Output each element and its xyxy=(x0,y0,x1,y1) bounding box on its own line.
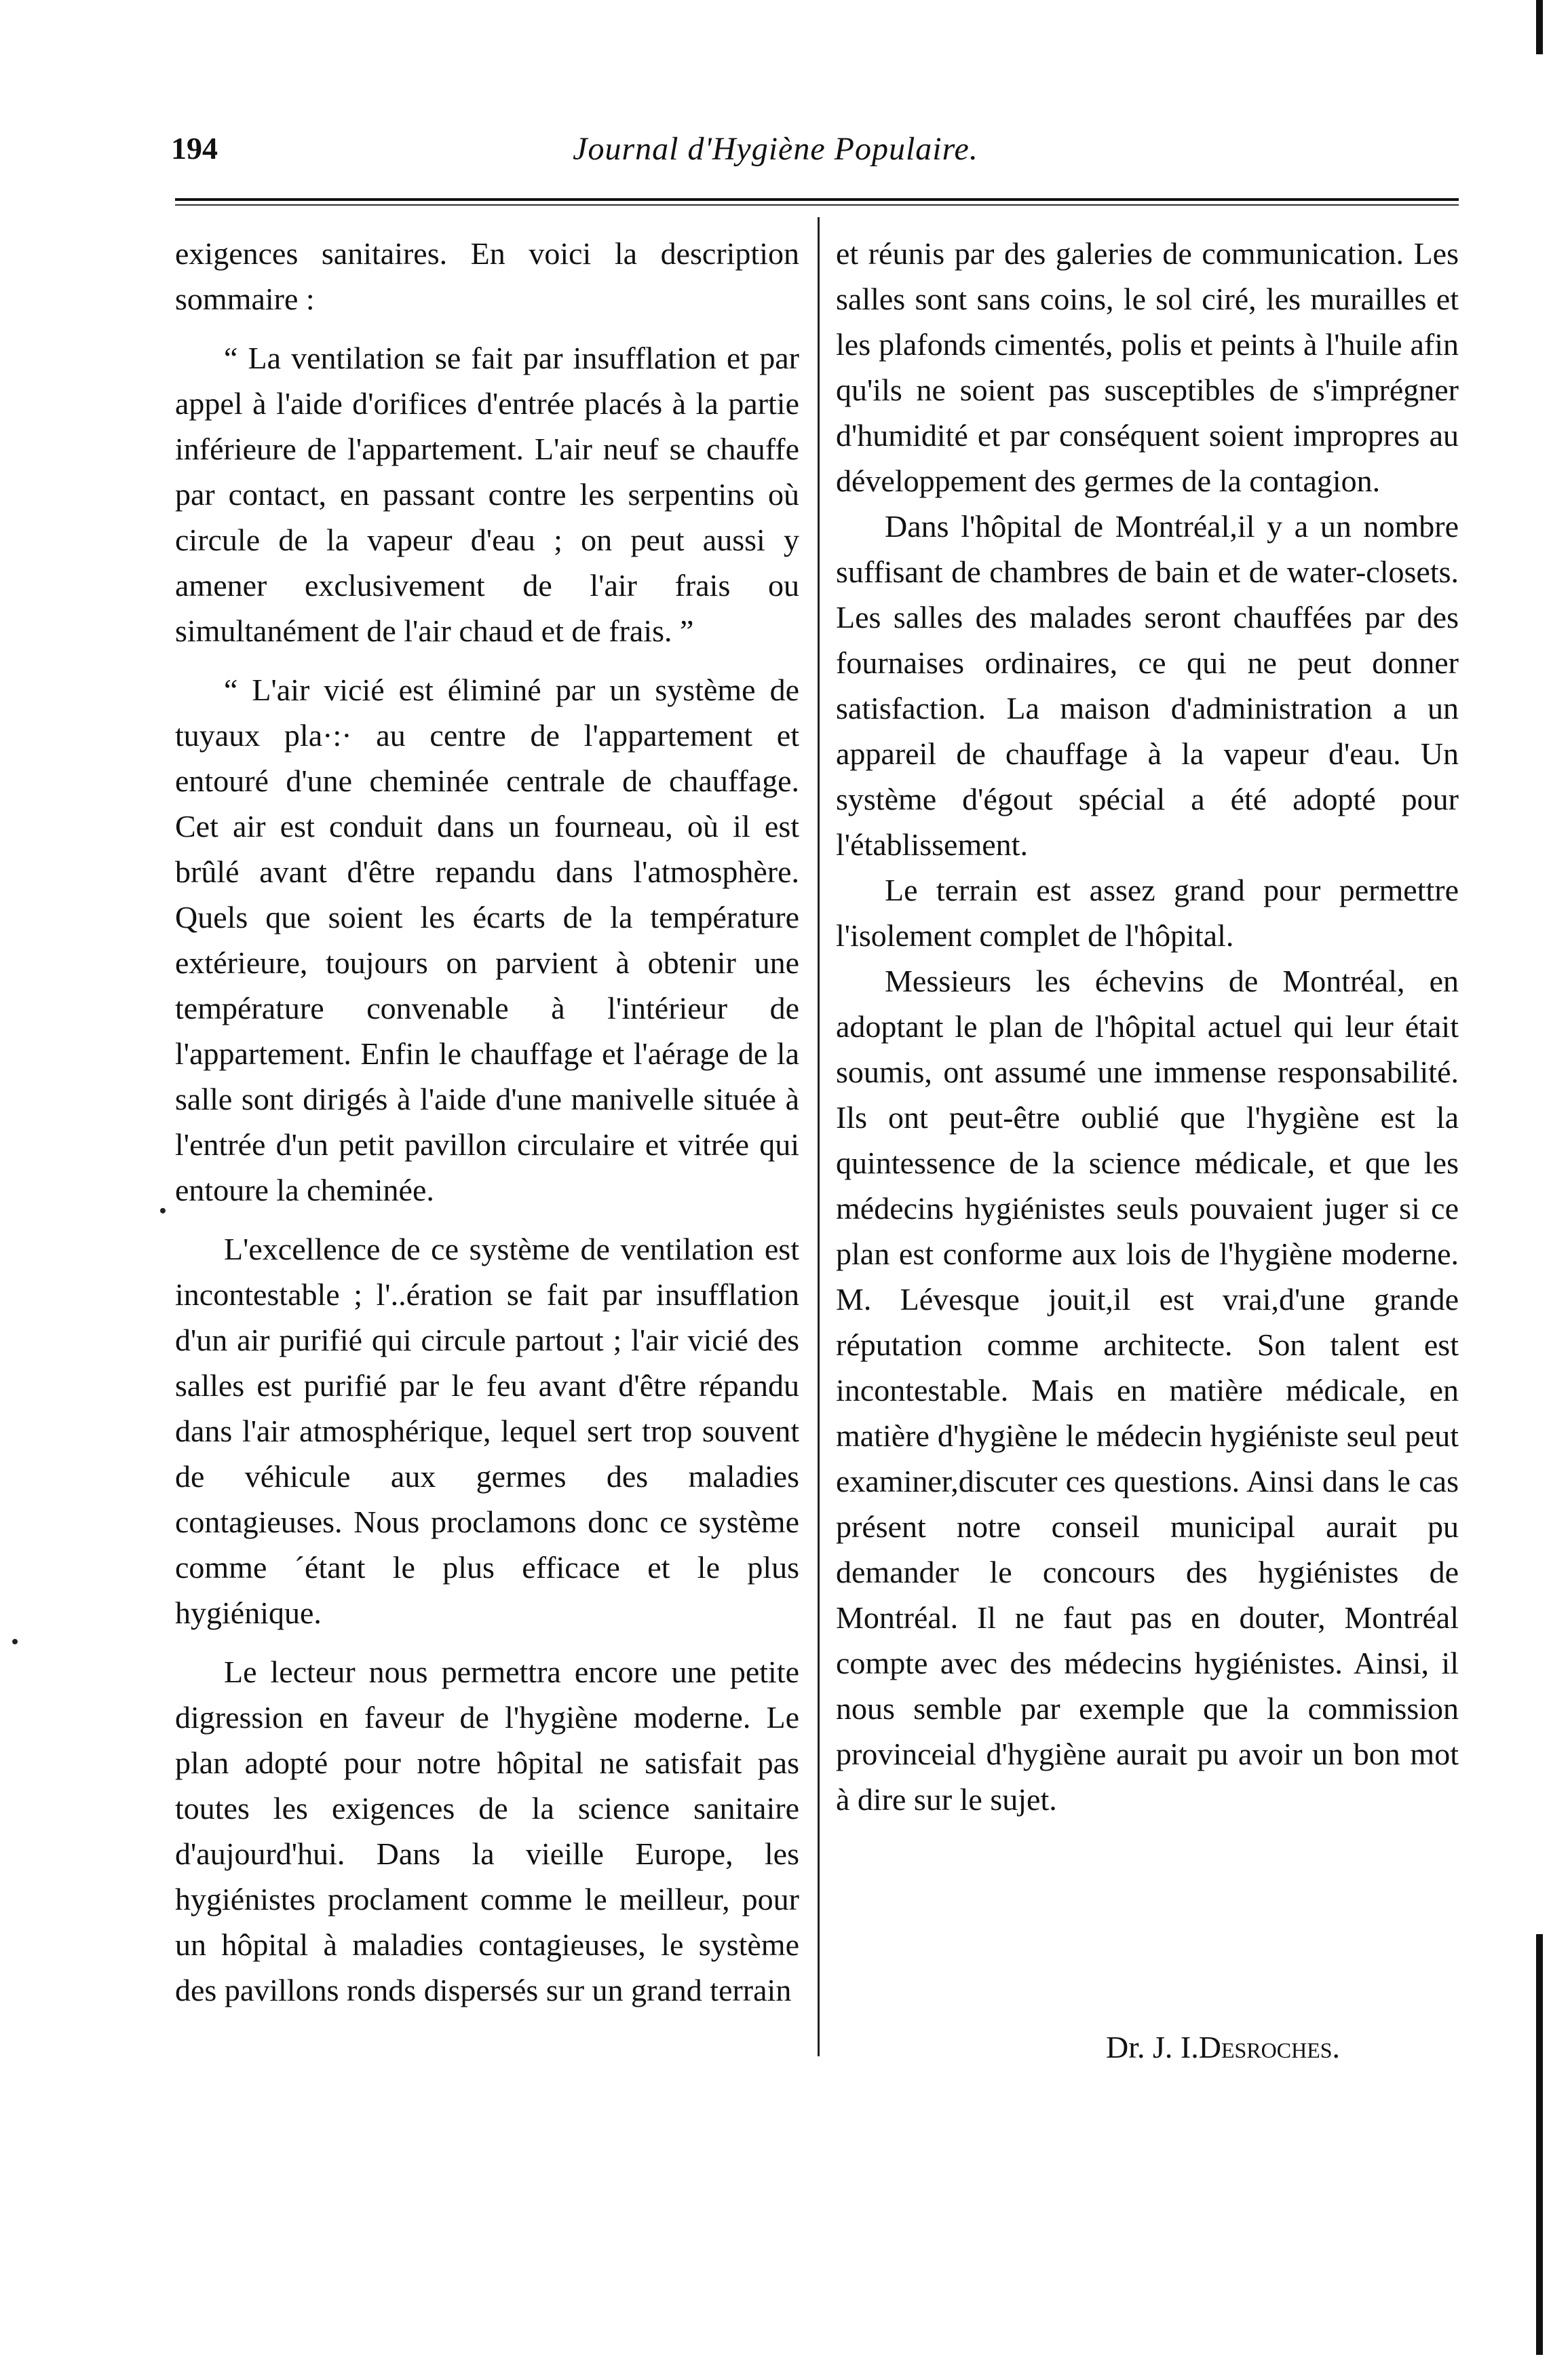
left-paragraph-5: Le lecteur nous permettra encore une petite digression en faveur de l'hygiène moderne. Le plan adopté pour notre hôpital ne satisfait pas toutes les exigences de la science sanitaire d'aujourd'hui. Dans la vieille Europe, les hygiénistes proclament comme le meilleur, pour un hôpital à maladies contagieuses, le système des pavillons ronds dispersés sur un grand terrain xyxy=(175,1655,799,2007)
signature-initials: Dr. J. I. xyxy=(1106,2030,1199,2064)
scan-edge-mark-top xyxy=(1536,0,1543,54)
header-rule xyxy=(175,198,1459,201)
left-paragraph-3: “ L'air vicié est éliminé par un système de tuyaux pla·:· au centre de l'appartement et entouré d'une cheminée centrale de chauffage. Cet air est conduit dans un fourneau, où il est brûlé avant d'être repandu dans l'atmosphère. Quels que soient les écarts de la température extérieure, toujours on parvient à obtenir une température convenable à l'intérieur de l'appartement. Enfin le chauffage et l'aérage de la salle sont dirigés à l'aide d'une manivelle située à l'entrée d'un petit pavillon circulaire et vitrée qui entoure la cheminée. xyxy=(175,673,799,1207)
scan-edge-mark-bottom xyxy=(1536,1934,1543,2355)
running-head: Journal d'Hygiène Populaire. xyxy=(573,131,978,167)
right-paragraph-3: Le terrain est assez grand pour permettre l'isolement complet de l'hôpital. xyxy=(836,873,1459,953)
right-paragraph-2: Dans l'hôpital de Montréal,il y a un nombre suffisant de chambres de bain et de water-closets. Les salles des malades seront chauffées par des fournaises ordinaires, ce qui ne peut donner satisfaction. La maison d'administration a un appareil de chauffage à la vapeur d'eau. Un système d'égout spécial a été adopté pour l'établissement. xyxy=(836,509,1459,862)
column-divider xyxy=(818,217,820,2056)
left-paragraph-2: “ La ventilation se fait par insufflation et par appel à l'aide d'orifices d'entrée placés à la partie inférieure de l'appartement. L'air neuf se chauffe par contact, en passant contre les serpentins où circule de la vapeur d'eau ; on peut aussi y amener exclusivement de l'air frais ou simultanément de l'air chaud et de frais. ” xyxy=(175,341,799,648)
scan-speck xyxy=(160,1208,166,1213)
scan-speck xyxy=(12,1639,18,1644)
page-number: 194 xyxy=(171,131,218,166)
header-rule-thin xyxy=(175,204,1459,206)
right-paragraph-4: Messieurs les échevins de Montréal, en adoptant le plan de l'hôpital actuel qui leur était soumis, ont assumé une immense responsabilité. Ils ont peut-être oublié que l'hygiène est la quintessence de la science médicale, et que les médecins hygiénistes seuls pouvaient juger si ce plan est conforme aux lois de l'hygiène moderne. M. Lévesque jouit,il est vrai,d'une grande réputation comme architecte. Son talent est incontestable. Mais en matière médicale, en matière d'hygiène le médecin hygiéniste seul peut examiner,discuter ces questions. Ainsi dans le cas présent notre conseil municipal aurait pu demander le concours des hygiénistes de Montréal. Il ne faut pas en douter, Montréal compte avec des médecins hygiénistes. Ainsi, il nous semble par exemple que la commission provinceial d'hygiène aurait pu avoir un bon mot à dire sur le sujet. xyxy=(836,964,1459,1817)
left-paragraph-1: exigences sanitaires. En voici la description sommaire : xyxy=(175,236,799,316)
left-paragraph-4: L'excellence de ce système de ventilation est incontestable ; l'..ération se fait par insufflation d'un air purifié qui circule partout ; l'air vicié des salles est purifié par le feu avant d'être répandu dans l'air atmosphérique, lequel sert trop souvent de véhicule aux germes des maladies contagieuses. Nous proclamons donc ce système comme ´étant le plus efficace et le plus hygiénique. xyxy=(175,1232,799,1630)
signature-surname: Desroches. xyxy=(1198,2030,1341,2064)
author-signature xyxy=(1106,2029,1340,2065)
right-paragraph-1: et réunis par des galeries de communication. Les salles sont sans coins, le sol ciré, les murailles et les plafonds cimentés, polis et peints à l'huile afin qu'ils ne soient pas susceptibles de s'imprégner d'humidité et par conséquent soient impropres au développement des germes de la contagion. xyxy=(836,236,1459,498)
left-column xyxy=(175,231,799,2013)
right-column xyxy=(836,231,1459,1822)
